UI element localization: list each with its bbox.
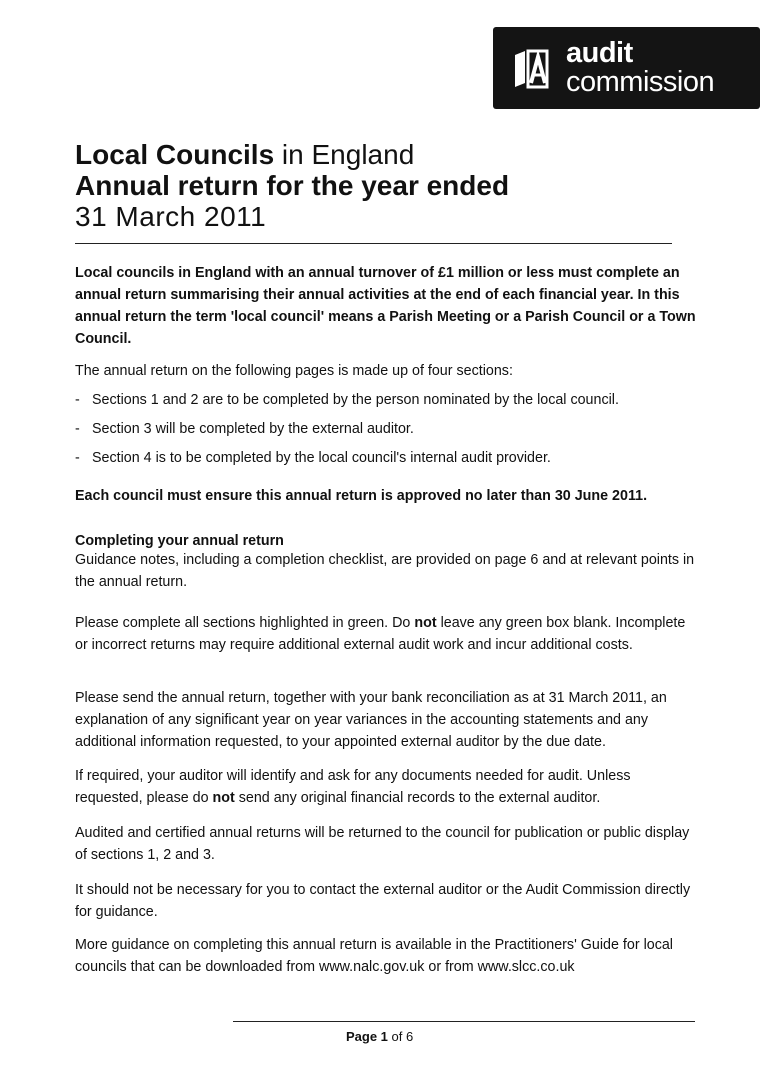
page-number	[346, 1029, 413, 1045]
more-guidance-paragraph: More guidance on completing this annual return is available in the Practitioners' Guide for local councils that can be downloaded from www.nalc.gov.uk or from www.slcc.co.uk	[75, 937, 673, 975]
title-local-councils: Local Councils	[75, 139, 275, 170]
green-sections-paragraph	[75, 612, 700, 656]
title-line-2: Annual return for the year ended	[75, 170, 510, 201]
audit-commission-logo	[493, 27, 760, 109]
sections-intro: The annual return on the following pages is made up of four sections:	[75, 363, 513, 379]
green-text-after: leave any green box blank. Incomplete or incorrect returns may require additional external audit work and incur additional costs.	[75, 615, 686, 653]
required-text-before: If required, your auditor will identify and ask for any documents needed for audit. Unless requested, please do	[75, 768, 631, 806]
title-divider	[75, 243, 672, 244]
contact-auditor-paragraph: It should not be necessary for you to contact the external auditor or the Audit Commission directly for guidance.	[75, 882, 691, 920]
sections-list	[75, 386, 619, 473]
green-text-before: Please complete all sections highlighted in green. Do	[75, 615, 415, 631]
document-title	[75, 139, 509, 233]
page-of: of 6	[387, 1029, 414, 1044]
intro-paragraph: Local councils in England with an annual turnover of £1 million or less must complete an annual return summarising their annual activities at the end of each financial year. In this annual return the term 'local council' means a Parish Meeting or a Parish Council or a Town Council.	[75, 265, 696, 347]
green-text-not: not	[414, 615, 437, 631]
list-item: - Section 4 is to be completed by the local council's internal audit provider.	[75, 444, 619, 473]
logo-text-commission: commission	[566, 66, 715, 98]
title-line-3: 31 March 2011	[75, 201, 267, 232]
title-line-1	[75, 139, 509, 170]
title-in-england: in England	[274, 139, 415, 170]
approval-notice: Each council must ensure this annual return is approved no later than 30 June 2011.	[75, 488, 648, 504]
audited-returns-paragraph: Audited and certified annual returns will be returned to the council for publication or public display of sections 1, 2 and 3.	[75, 825, 690, 863]
completing-heading: Completing your annual return	[75, 533, 284, 549]
page-label: Page 1	[346, 1029, 388, 1044]
required-text-after: send any original financial records to the external auditor.	[234, 790, 601, 806]
logo-text-audit: audit	[566, 37, 633, 69]
completing-body: Guidance notes, including a completion checklist, are provided on page 6 and at relevant points in the annual return.	[75, 552, 695, 590]
documents-required-paragraph	[75, 765, 700, 809]
audit-commission-emblem-icon	[511, 47, 551, 91]
list-item: - Section 3 will be completed by the external auditor.	[75, 415, 619, 444]
required-text-not: not	[212, 790, 235, 806]
list-item: - Sections 1 and 2 are to be completed by the person nominated by the local council.	[75, 386, 619, 415]
footer-divider	[233, 1021, 695, 1022]
send-return-paragraph: Please send the annual return, together with your bank reconciliation as at 31 March 2011, an explanation of any significant year on year variances in the accounting statements and any additional information requested, to your appointed external auditor by the due date.	[75, 690, 667, 750]
